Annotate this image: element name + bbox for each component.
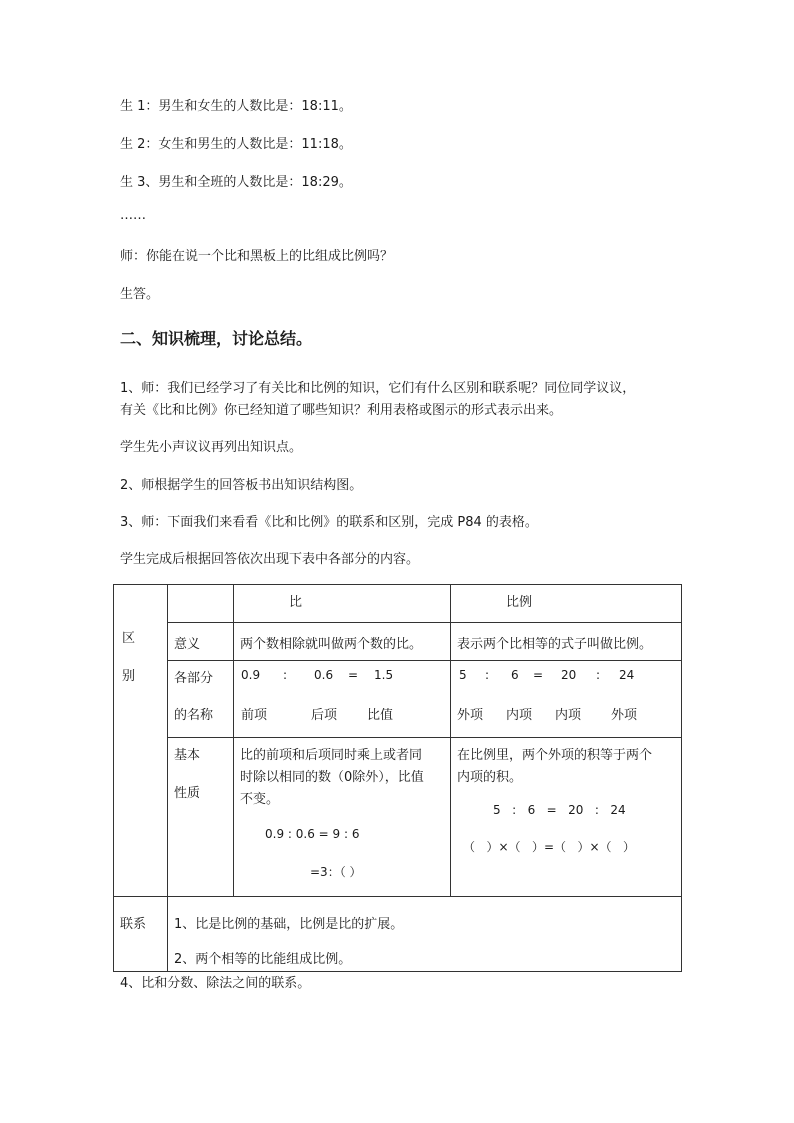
lianxi-label: 联系 xyxy=(114,897,168,972)
teacher-question: 师：你能在说一个比和黑板上的比组成比例吗？ xyxy=(120,249,394,264)
names-label: 各部分 的名称 xyxy=(168,661,234,738)
bi-property: 比的前项和后项同时乘上或者同 时除以相同的数（0除外），比值 不变。 0.9 : 0.6 = 9 : 6 =3：（ ） xyxy=(234,738,451,897)
property-label: 基本 性质 xyxy=(168,738,234,897)
paragraph-5: 学生完成后根据回答依次出现下表中各部分的内容。 xyxy=(120,552,420,567)
lianxi-content: 1、比是比例的基础，比例是比的扩展。 2、两个相等的比能组成比例。 xyxy=(168,897,682,972)
yiyi-bili: 表示两个比相等的式子叫做比例。 xyxy=(451,623,682,661)
dialogue-line-1: 生 1：男生和女生的人数比是：18:11。 xyxy=(120,99,352,114)
dialogue-line-3: 生 3、男生和全班的人数比是：18:29。 xyxy=(120,175,352,190)
dialogue-line-2: 生 2：女生和男生的人数比是：11:18。 xyxy=(120,137,352,152)
header-bi: 比 xyxy=(234,585,451,623)
paragraph-2: 学生先小声议议再列出知识点。 xyxy=(120,440,303,455)
yiyi-bi: 两个数相除就叫做两个数的比。 xyxy=(234,623,451,661)
yiyi-label: 意义 xyxy=(168,623,234,661)
paragraph-1-line-2: 有关《比和比例》你已经知道了哪些知识？利用表格或图示的形式表示出来。 xyxy=(120,403,563,418)
bi-parts: 0.9 : 0.6 = 1.5 前项 后项 比值 xyxy=(234,661,451,738)
bili-parts: 5 : 6 = 20 : 24 外项 内项 内项 外项 xyxy=(451,661,682,738)
ellipsis: …… xyxy=(120,208,146,223)
bili-property: 在比例里，两个外项的积等于两个 内项的积。 5 : 6 = 20 : 24 （ ）×（ ）=（ ）×（ ） xyxy=(451,738,682,897)
paragraph-4: 3、师：下面我们来看看《比和比例》的联系和区别，完成 P84 的表格。 xyxy=(120,515,538,530)
header-bili: 比例 xyxy=(451,585,682,623)
header-empty xyxy=(168,585,234,623)
paragraph-3: 2、师根据学生的回答板书出知识结构图。 xyxy=(120,478,363,493)
qubie-cell xyxy=(114,585,168,897)
paragraph-1-line-1: 1、师：我们已经学习了有关比和比例的知识，它们有什么区别和联系呢？同位同学议议， xyxy=(120,381,636,396)
knowledge-table xyxy=(113,584,682,972)
section-heading: 二、知识梳理，讨论总结。 xyxy=(120,329,313,348)
bie-label: 别 xyxy=(122,669,136,684)
qu-label: 区 xyxy=(122,631,136,646)
student-answer: 生答。 xyxy=(120,287,160,302)
paragraph-6: 4、比和分数、除法之间的联系。 xyxy=(120,976,311,991)
